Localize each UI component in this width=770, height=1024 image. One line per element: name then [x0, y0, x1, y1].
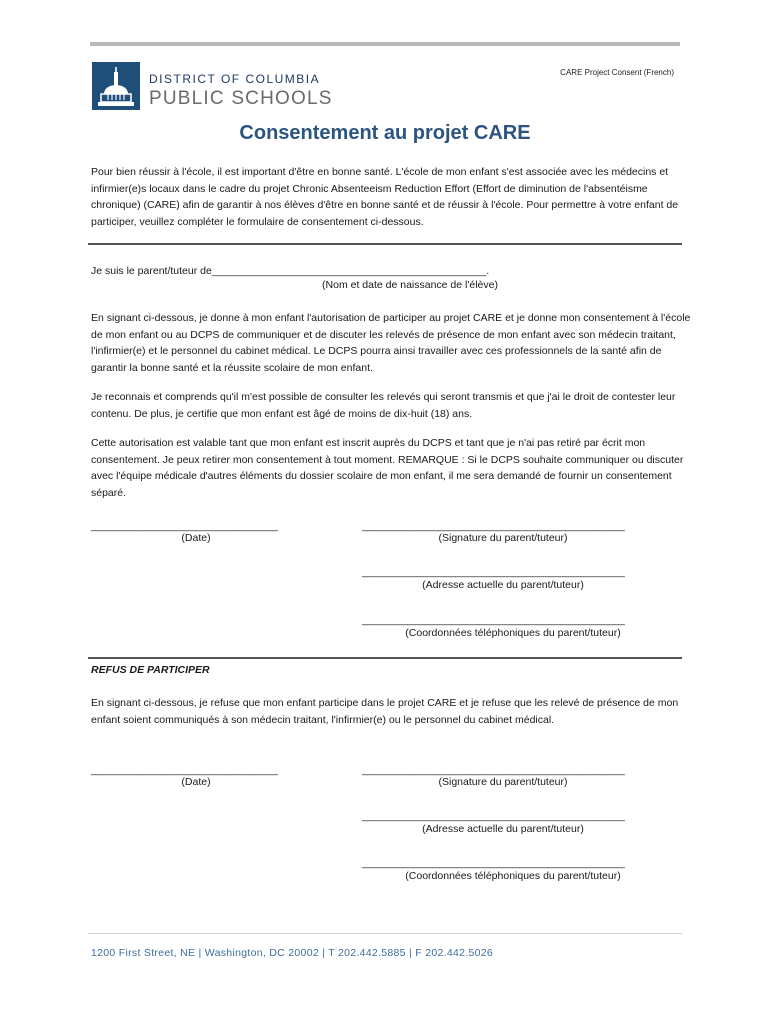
address-caption: (Adresse actuelle du parent/tuteur)	[422, 579, 584, 591]
logo-line-district: DISTRICT OF COLUMBIA	[149, 72, 321, 86]
consent-paragraph: En signant ci-dessous, je donne à mon enfant l'autorisation de participer au projet CARE et je donne mon consentement à l'école de mon enfant ou au DCPS de communiquer et de discuter les relevés de présence de mon enfant avec son médecin traitant, l'infirmier(e) et le personnel du cabinet médical. Le DCPS pourra ainsi travailler avec ces professionnels de la santé afin de garantir la bonne santé et la réussite scolaire de mon enfant.	[91, 312, 691, 374]
phone-caption: (Coordonnées téléphoniques du parent/tuteur)	[405, 627, 621, 639]
footer-divider	[88, 933, 682, 934]
footer-address: 1200 First Street, NE | Washington, DC 20002 | T 202.442.5885 | F 202.442.5026	[91, 947, 494, 959]
refusal-phone-field-line[interactable]: _____________________________________________	[362, 857, 625, 869]
refusal-paragraph: En signant ci-dessous, je refuse que mon enfant participe dans le projet CARE et je refuse que les relevé de présence de mon enfant soient communiqués à son médecin traitant, l'infirmier(e) ou le personnel du cabinet médical.	[91, 697, 679, 726]
refusal-date-field-line[interactable]: ________________________________	[91, 764, 278, 776]
refusal-divider	[88, 657, 682, 659]
validity-paragraph: Cette autorisation est valable tant que mon enfant est inscrit auprès du DCPS et tant que je n'ai pas retiré par écrit mon consentement. Je peux retirer mon consentement à tout moment. REMARQUE : Si le DCPS souhaite communiquer ou discuter avec l'équipe médicale d'autres éléments du dossier scolaire de mon enfant, il me sera demandé de fournir un consentement séparé.	[91, 437, 684, 499]
signature-field-line[interactable]: _____________________________________________	[362, 520, 625, 532]
phone-field-line[interactable]: _____________________________________________	[362, 614, 625, 626]
address-field-line[interactable]: _____________________________________________	[362, 566, 625, 578]
dcps-logo	[92, 62, 342, 112]
capitol-dome-icon	[92, 62, 140, 110]
section-divider	[88, 243, 682, 245]
logo-line-schools: PUBLIC SCHOOLS	[149, 88, 333, 109]
intro-paragraph: Pour bien réussir à l'école, il est important d'être en bonne santé. L'école de mon enfant s'est associée avec les médecins et infirmier(e)s locaux dans le cadre du projet Chronic Absenteeism Reduction Effort (Effort de diminution de l'absentéisme chronique) (CARE) afin de garantir à nos élèves d'être en bonne santé et de réussir à l'école. Pour permettre à votre enfant de participer, veuillez compléter le formulaire de consentement ci-dessous.	[91, 166, 679, 228]
signature-caption: (Signature du parent/tuteur)	[438, 532, 568, 544]
refusal-heading: REFUS DE PARTICIPER	[91, 664, 210, 676]
top-rule	[90, 42, 680, 46]
document-tag: CARE Project Consent (French)	[560, 68, 674, 77]
refusal-signature-caption: (Signature du parent/tuteur)	[438, 776, 568, 788]
student-name-caption: (Nom et date de naissance de l'élève)	[322, 279, 498, 291]
acknowledgement-paragraph: Je reconnais et comprends qu'il m'est possible de consulter les relevés qui seront transmis et que j'ai le droit de contester leur contenu. De plus, je certifie que mon enfant est âgé de moins de dix-huit (18) ans.	[91, 391, 676, 420]
guardian-line: Je suis le parent/tuteur de_______________________________________________.	[91, 265, 490, 277]
page-title: Consentement au projet CARE	[239, 122, 531, 144]
date-caption: (Date)	[181, 532, 211, 544]
refusal-phone-caption: (Coordonnées téléphoniques du parent/tuteur)	[405, 870, 621, 882]
refusal-date-caption: (Date)	[181, 776, 211, 788]
refusal-signature-field-line[interactable]: _____________________________________________	[362, 764, 625, 776]
date-field-line[interactable]: ________________________________	[91, 520, 278, 532]
refusal-address-field-line[interactable]: _____________________________________________	[362, 810, 625, 822]
refusal-address-caption: (Adresse actuelle du parent/tuteur)	[422, 823, 584, 835]
